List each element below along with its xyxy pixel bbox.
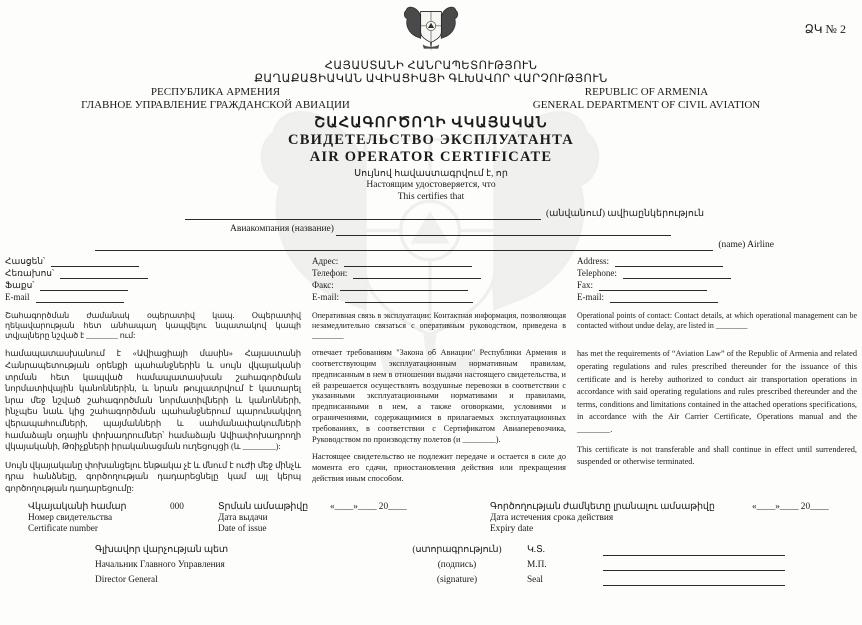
airline-name-line-en <box>95 239 774 251</box>
email-label-ru: E-mail: <box>312 292 339 303</box>
signature-caption-ru: (подпись) <box>437 559 477 570</box>
header-department-ru: ГЛАВНОЕ УПРАВЛЕНИЕ ГРАЖДАНСКОЙ АВИАЦИИ <box>81 99 350 112</box>
meta-row-en <box>28 524 862 535</box>
requirements-paragraph-en: has met the requirements of “Aviation Law” of the Republic of Armenia and related operating regulations and rules prescribed thereunder for the issuance of this certificate and is hereby authorized to conduct air transportation operations in accordance with said operating regulations and rules prescribed thereunder and the terms, conditions and limitations contained in the attached operations specifications, in accordance with the Air Carrier Certificate, Operations manual and the ________. <box>577 349 857 434</box>
requirements-paragraph-hy: համապատասխանում է «Ավիացիայի մասին» Հայաստանի Հանրապետության օրենքի պահանջներին և սույն վկայականի տրման հետ կապված համապատասխան շահագործման նորմատիվային կանոններին, և նրան թույլատրվում է կատարել նրա մեջ նշված շահագործման նորմատիվների և կանոնների, ինչպես նաև կից շահագործման պահանջներում պարունակվող վերապահումների, պայմանների և սահմանափակումների համաձայն օդային փոխադրումներ՝ համաձայն Ավիափոխադրողի վկայականի, Թռիչքների իրականացման ուղեցույցի (և ________): <box>5 349 301 452</box>
signature-row-ru <box>95 560 862 571</box>
coat-of-arms-icon <box>0 0 862 60</box>
contact-column-en <box>577 256 857 304</box>
airline-name-line-hy <box>185 208 704 220</box>
phone-label-en: Telephone: <box>577 268 617 279</box>
body-column-hy <box>5 348 301 494</box>
meta-row-ru <box>28 513 862 524</box>
header-republic-hy: ՀԱՅԱՍՏԱՆԻ ՀԱՆՐԱՊԵՏՈՒԹՅՈՒՆ <box>324 60 538 72</box>
certificate-number-label-ru: Номер свидетельства <box>28 512 113 523</box>
phone-blank-ru <box>353 268 481 279</box>
issue-date-label-en: Date of issue <box>218 524 267 535</box>
certify-statement-en: This certifies that <box>397 191 465 202</box>
phone-blank-en <box>623 268 731 279</box>
airline-name-suffix-hy: (անվանում) ավիաընկերություն <box>545 208 704 219</box>
fax-label-hy: Ֆաքս՝ <box>5 280 35 291</box>
operational-contact-en: Operational points of contact: Contact details, at which operational management can be contacted without undue delay, are listed in ________ <box>577 311 857 331</box>
expiry-date-label-hy: Գործողության ժամկետը լրանալու ամսաթիվը <box>490 501 715 512</box>
director-title-ru: Начальник Главного Управления <box>95 559 225 570</box>
signature-blank-line-1 <box>603 546 785 556</box>
airline-name-suffix-en: (name) Airline <box>718 239 774 250</box>
signature-blank-line-2 <box>603 561 785 571</box>
body-column-en <box>577 348 857 494</box>
document-title-hy: ՇԱՀԱԳՈՐԾՈՂԻ ՎԿԱՅԱԿԱՆ <box>314 115 548 132</box>
issue-date-label-hy: Տրման ամսաթիվը <box>218 501 309 512</box>
signature-caption-hy: (ստորագրություն) <box>412 544 502 555</box>
form-number: ՁԿ № 2 <box>804 22 846 36</box>
document-title-ru: СВИДЕТЕЛЬСТВО ЭКСПЛУАТАНТА <box>288 132 574 149</box>
director-title-en: Director General <box>95 574 158 585</box>
fax-label-ru: Факс: <box>312 280 334 291</box>
contact-column-hy <box>5 256 301 304</box>
address-label-hy: Հասցեն՝ <box>5 256 46 267</box>
seal-label-hy: Կ.Տ. <box>527 544 546 555</box>
nontransfer-paragraph-hy: Սույն վկայականը փոխանցելու ենթակա չէ և մնում է ուժի մեջ մինչև դրա հանձնելը, գործողության դադարեցնելը կամ այլ կերպ գործողության դադարեցումը: <box>5 460 301 494</box>
address-blank-ru <box>344 256 472 267</box>
certificate-number-label-hy: Վկայականի համար <box>28 501 127 512</box>
certificate-number-value: 000 <box>170 501 184 512</box>
certify-statement-ru: Настоящим удостоверяется, что <box>366 180 496 191</box>
director-title-hy: Գլխավոր վարչության պետ <box>95 544 228 555</box>
email-blank-hy <box>36 292 124 303</box>
airline-name-blank-ru <box>336 225 671 236</box>
seal-label-en: Seal <box>527 574 544 585</box>
certificate-body-section <box>0 348 862 494</box>
airline-name-line-ru <box>230 223 862 235</box>
phone-label-hy: Հեռախոս՝ <box>5 268 55 279</box>
signature-row-en <box>95 575 862 586</box>
address-blank-hy <box>51 256 139 267</box>
signature-blank-line-3 <box>603 576 785 586</box>
contact-section <box>0 256 862 304</box>
document-title-en: AIR OPERATOR CERTIFICATE <box>309 149 553 165</box>
airline-name-blank-en <box>95 240 713 251</box>
certificate-meta-section <box>0 502 862 536</box>
operational-contact-hy: Շահագործման ժամանակ օպերատիվ կապ. Օպերատիվ ղեկավարության հետ անհապաղ կապվելու նպատակով կապի տվյալները նշված է ________ ում: <box>5 311 301 341</box>
signature-caption-en: (signature) <box>436 574 478 585</box>
phone-blank-hy <box>60 268 148 279</box>
signature-row-hy <box>95 545 862 556</box>
expiry-date-label-en: Expiry date <box>490 524 534 535</box>
airline-name-blank-hy <box>185 209 541 220</box>
expiry-date-label-ru: Дата истечения срока действия <box>490 512 614 523</box>
requirements-paragraph-ru: отвечает требованиям "Закона об Авиации" Республики Армения и соответствующим эксплуатационным нормативным правилам, предписанным в нем в отношении выдачи настоящего свидетельства, и ей разрешается осуществлять воздушные перевозки в соответствии с указанными эксплуатационными нормативами и правилами, предписанными в нем, а также оговорками, условиями и ограничениями, содержащимися в прилагаемых эксплуатационных требованиях, в соответствии с Сертификатом Авиаперевозчика, Руководством по производству полетов (и ________). <box>312 348 566 444</box>
email-blank-en <box>610 292 718 303</box>
issue-date-value: «____»____ 20____ <box>330 501 407 512</box>
operational-contact-section <box>0 311 862 341</box>
meta-row-hy <box>28 502 862 513</box>
certificate-number-label-en: Certificate number <box>28 524 98 535</box>
body-column-ru <box>312 348 566 494</box>
email-label-en: E-mail: <box>577 292 604 303</box>
email-blank-ru <box>345 292 473 303</box>
expiry-date-value: «____»____ 20____ <box>752 501 829 512</box>
phone-label-ru: Телефон: <box>312 268 348 279</box>
fax-blank-hy <box>40 280 128 291</box>
contact-column-ru <box>312 256 566 304</box>
header-department-en: GENERAL DEPARTMENT OF CIVIL AVIATION <box>532 99 761 112</box>
address-label-ru: Адрес: <box>312 256 339 267</box>
signature-section <box>0 545 862 586</box>
airline-company-label-ru: Авиакомпания (название) <box>230 224 334 235</box>
email-label-hy: E-mail <box>5 292 30 303</box>
header-department-hy: ՔԱՂԱՔԱՑԻԱԿԱՆ ԱՎԻԱՑԻԱՅԻ ԳԼԽԱՎՈՐ ՎԱՐՉՈՒԹՅՈՒՆ <box>254 73 608 86</box>
seal-label-ru: М.П. <box>527 559 547 570</box>
fax-blank-en <box>599 280 707 291</box>
address-blank-en <box>615 256 723 267</box>
header-republic-ru: РЕСПУБЛИКА АРМЕНИЯ <box>150 86 281 99</box>
nontransfer-paragraph-ru: Настоящее свидетельство не подлежит передаче и остается в силе до момента его сдачи, приостановления действия или прекращения действия иным способом. <box>312 452 566 483</box>
header-republic-en: REPUBLIC OF ARMENIA <box>584 86 709 99</box>
nontransfer-paragraph-en: This certificate is not transferable and shall continue in effect until surrendered, suspended or otherwise terminated. <box>577 444 857 467</box>
fax-blank-ru <box>340 280 468 291</box>
fax-label-en: Fax: <box>577 280 594 291</box>
operational-contact-ru: Оперативная связь в эксплуатации: Контактная информация, позволяющая незамедлительно связаться с оперативным руководством, приведена в ________ <box>312 311 566 341</box>
issue-date-label-ru: Дата выдачи <box>218 512 268 523</box>
address-label-en: Address: <box>577 256 609 267</box>
certify-statement-hy: Սույնով հավաստագրվում է, որ <box>354 168 508 179</box>
